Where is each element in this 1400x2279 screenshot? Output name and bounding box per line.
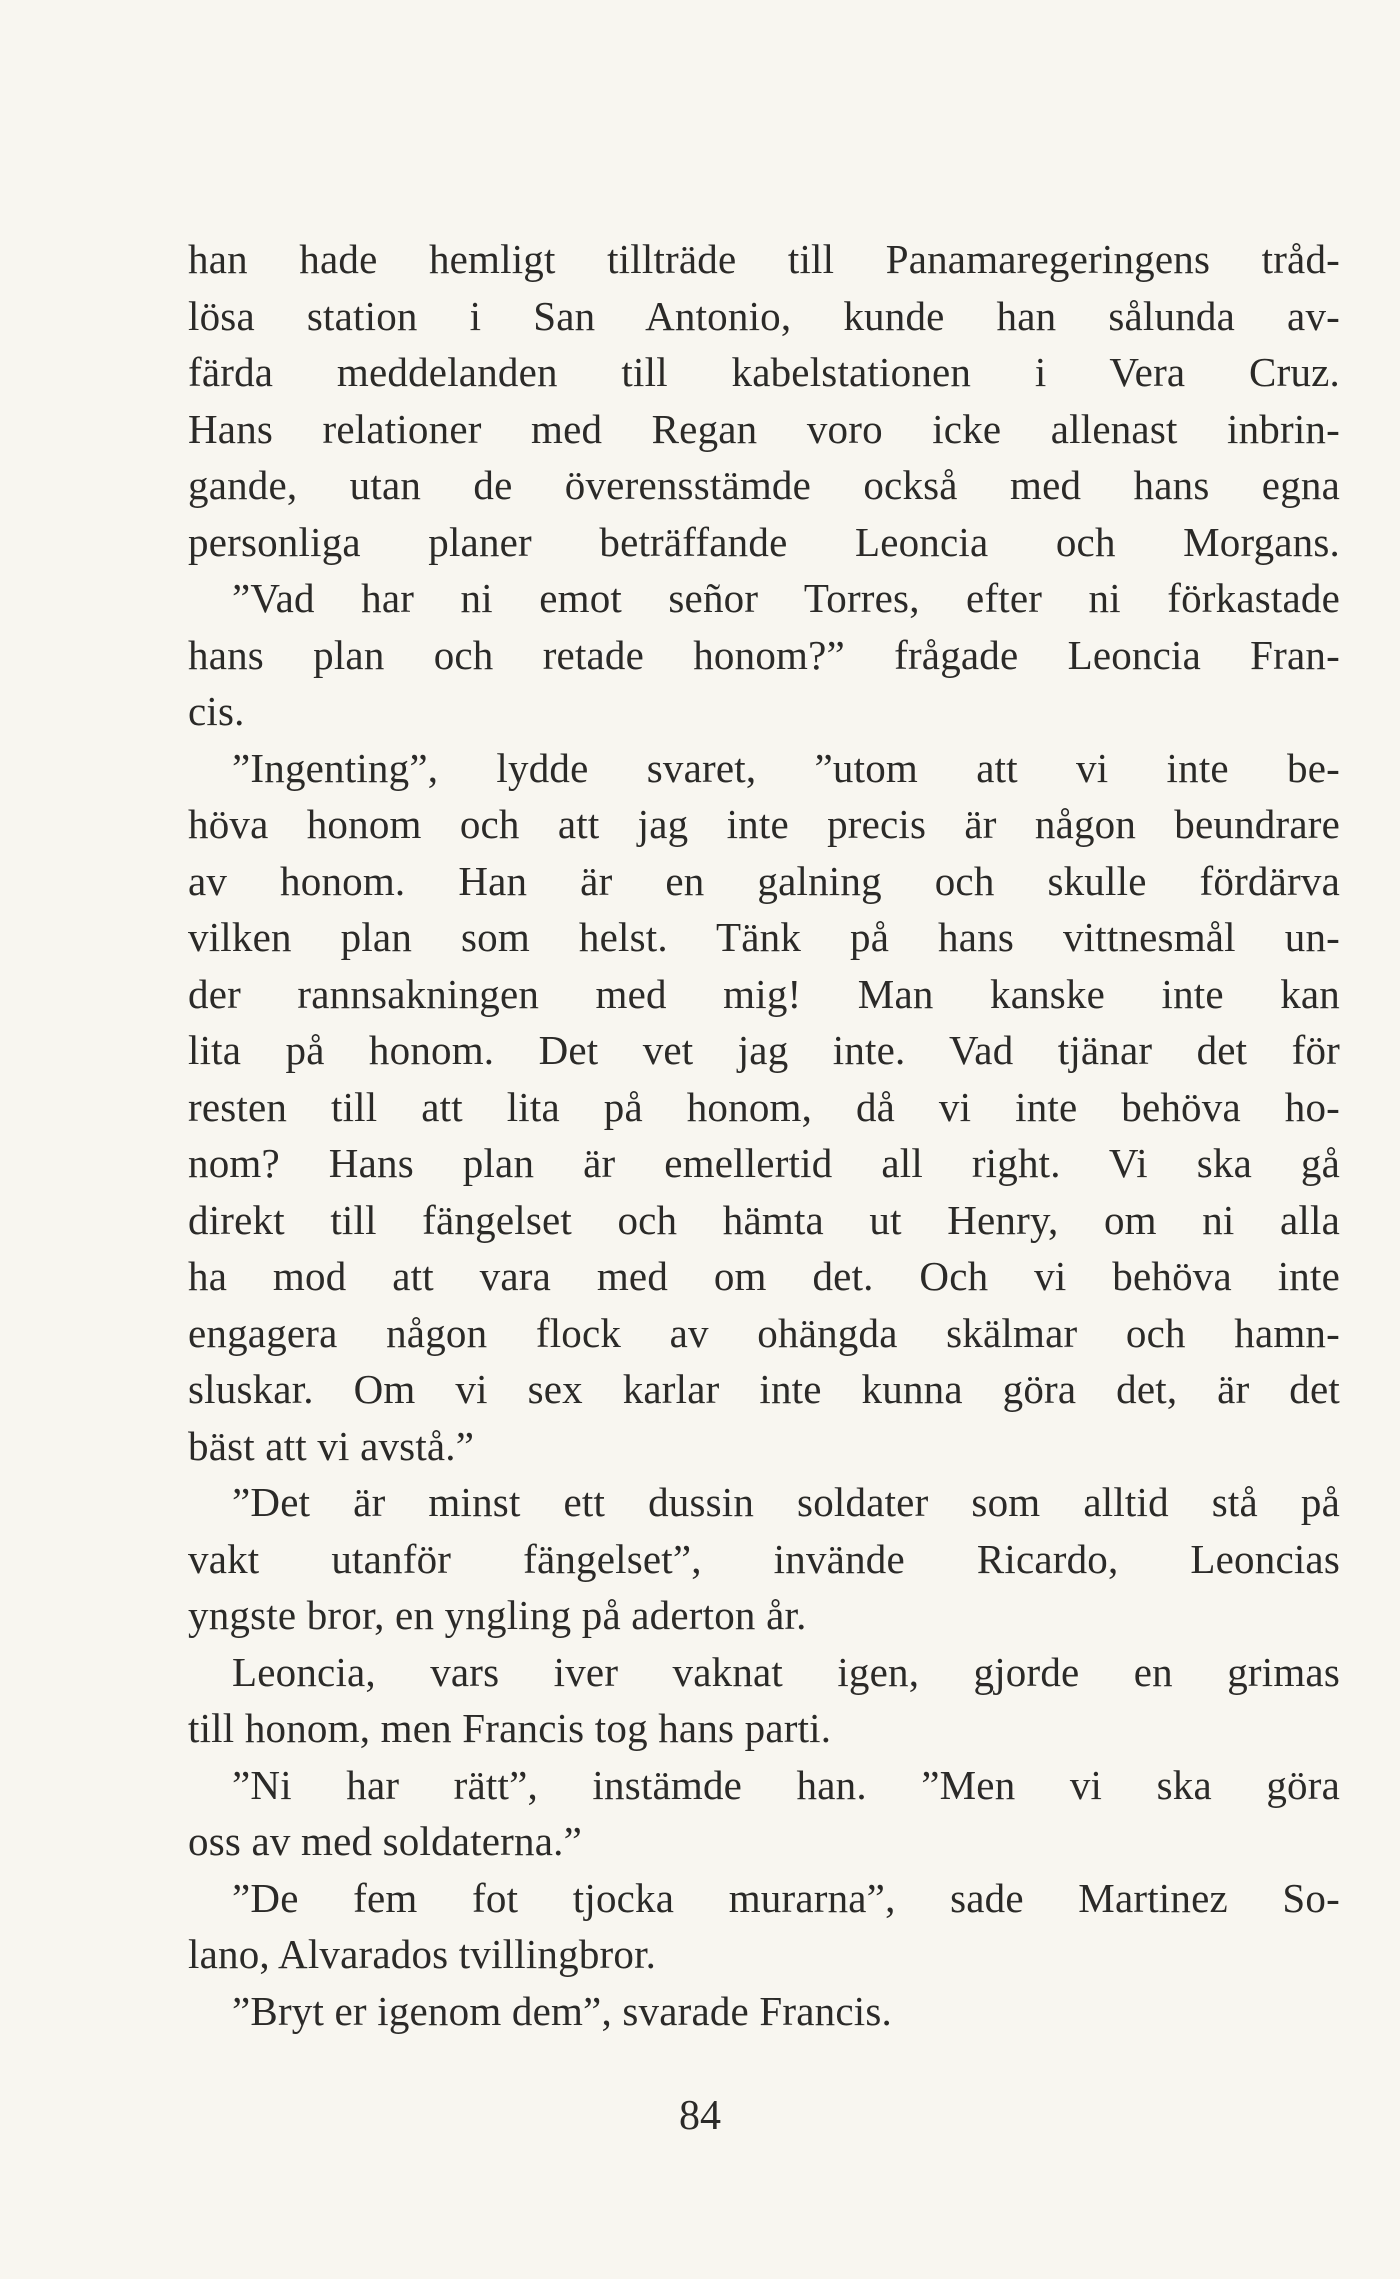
text-line: resten till att lita på honom, då vi inte behöva ho-: [188, 1083, 1340, 1130]
text-line: ”Bryt er igenom dem”, svarade Francis.: [232, 1987, 892, 2034]
text-line: färda meddelanden till kabelstationen i Vera Cruz.: [188, 349, 1340, 395]
page-number: 84: [679, 2093, 721, 2139]
text-line: vilken plan som helst. Tänk på hans vittnesmål un-: [188, 914, 1340, 960]
text-line: ”Ni har rätt”, instämde han. ”Men vi ska göra: [232, 1761, 1340, 1808]
text-line: lita på honom. Det vet jag inte. Vad tjänar det för: [188, 1027, 1340, 1073]
text-line: cis.: [188, 688, 245, 734]
text-line: gande, utan de överensstämde också med hans egna: [188, 462, 1340, 508]
text-line: lösa station i San Antonio, kunde han sålunda av-: [188, 292, 1340, 339]
text-line: oss av med soldaterna.”: [188, 1818, 582, 1864]
body-text: [188, 231, 1340, 2039]
text-line: yngste bror, en yngling på aderton år.: [188, 1592, 807, 1638]
text-line: lano, Alvarados tvillingbror.: [188, 1931, 657, 1977]
text-line: vakt utanför fängelset”, invände Ricardo, Leoncias: [188, 1535, 1340, 1582]
text-line: ”Vad har ni emot señor Torres, efter ni förkastade: [232, 575, 1340, 621]
text-line: Leoncia, vars iver vaknat igen, gjorde en grimas: [232, 1648, 1340, 1695]
text-line: sluskar. Om vi sex karlar inte kunna göra det, är det: [188, 1366, 1340, 1412]
text-line: av honom. Han är en galning och skulle fördärva: [188, 857, 1340, 904]
text-line: ”Det är minst ett dussin soldater som alltid stå på: [232, 1479, 1340, 1525]
text-line: han hade hemligt tillträde till Panamaregeringens tråd-: [188, 236, 1340, 282]
text-line: höva honom och att jag inte precis är någon beundrare: [188, 801, 1340, 847]
text-line: ha mod att vara med om det. Och vi behöva inte: [188, 1253, 1340, 1299]
text-line: der rannsakningen med mig! Man kanske inte kan: [188, 970, 1340, 1017]
text-line: ”De fem fot tjocka murarna”, sade Martinez So-: [232, 1874, 1340, 1921]
text-line: personliga planer beträffande Leoncia och Morgans.: [188, 518, 1340, 565]
text-line: direkt till fängelset och hämta ut Henry, om ni alla: [188, 1196, 1340, 1243]
text-line: nom? Hans plan är emellertid all right. Vi ska gå: [188, 1140, 1340, 1186]
text-line: till honom, men Francis tog hans parti.: [188, 1705, 832, 1751]
text-line: bäst att vi avstå.”: [188, 1422, 475, 1469]
text-line: hans plan och retade honom?” frågade Leoncia Fran-: [188, 631, 1340, 678]
text-line: engagera någon flock av ohängda skälmar och hamn-: [188, 1309, 1340, 1356]
text-line: Hans relationer med Regan voro icke allenast inbrin-: [188, 405, 1340, 452]
text-line: ”Ingenting”, lydde svaret, ”utom att vi inte be-: [232, 744, 1340, 791]
